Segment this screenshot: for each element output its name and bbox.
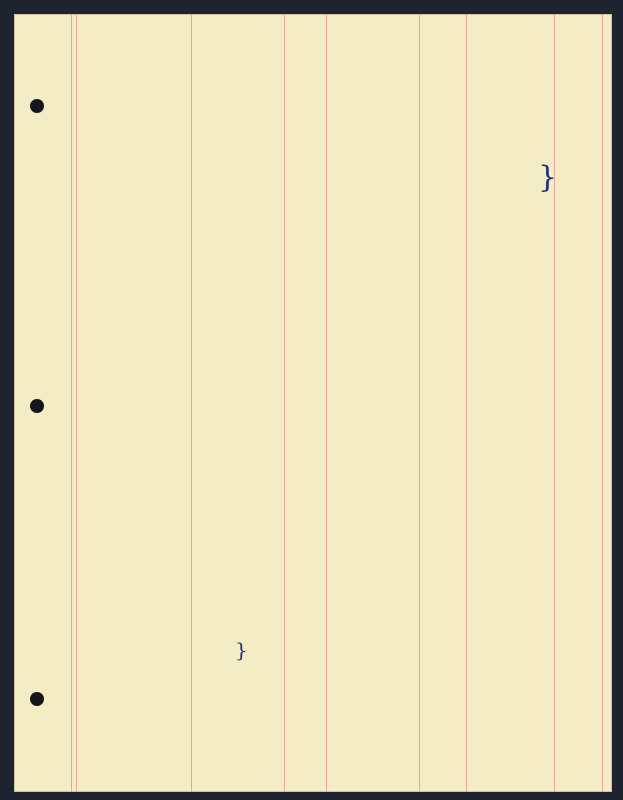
brace-sd160: }: [538, 160, 558, 195]
column-line-4: [419, 14, 420, 792]
binder-hole-bottom: [30, 692, 44, 706]
column-line-6: [554, 14, 555, 792]
column-line-1: [191, 14, 192, 792]
column-line-3: [326, 14, 327, 792]
column-line-2: [284, 14, 285, 792]
brace-x528: }: [235, 638, 248, 662]
margin-line-left-2: [76, 14, 77, 792]
margin-line-left: [71, 14, 72, 792]
binder-hole-middle: [30, 399, 44, 413]
binder-hole-top: [30, 99, 44, 113]
column-line-7: [602, 14, 603, 792]
column-line-5: [466, 14, 467, 792]
notebook-page: [14, 14, 612, 792]
